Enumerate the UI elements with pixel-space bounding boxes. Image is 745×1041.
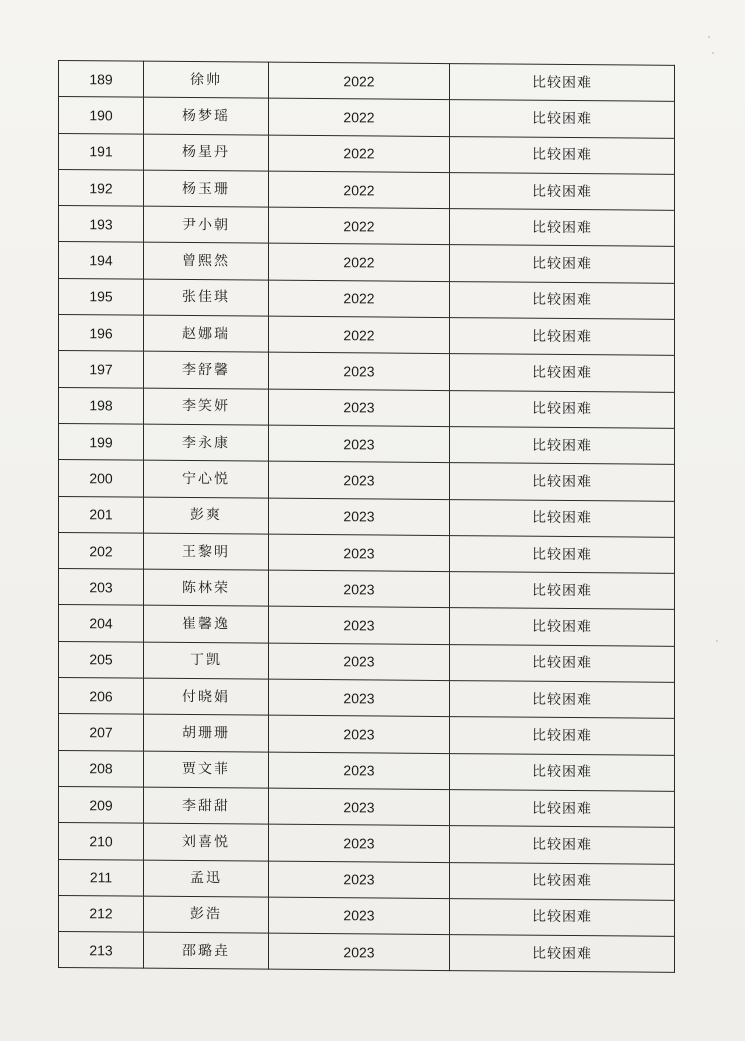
student-name-cell: 王黎明 — [144, 533, 269, 570]
difficulty-level-cell: 比较困难 — [450, 608, 675, 646]
table-row — [59, 605, 675, 646]
student-name-cell: 杨梦瑶 — [144, 97, 269, 134]
row-number-cell: 189 — [59, 61, 144, 98]
grade-year-cell: 2023 — [269, 715, 450, 753]
grade-year-cell: 2023 — [269, 353, 450, 391]
table-row — [59, 278, 675, 319]
difficulty-level-cell: 比较困难 — [450, 172, 675, 210]
difficulty-level-cell: 比较困难 — [450, 644, 675, 682]
row-number-cell: 190 — [59, 97, 144, 134]
grade-year-cell: 2023 — [269, 570, 450, 608]
row-number-cell: 191 — [59, 133, 144, 170]
difficulty-level-cell: 比较困难 — [450, 390, 675, 428]
grade-year-cell: 2022 — [269, 280, 450, 318]
difficulty-level-cell: 比较困难 — [450, 136, 675, 174]
row-number-cell: 209 — [59, 786, 144, 823]
scan-speck — [716, 640, 718, 642]
table-row — [59, 859, 675, 900]
student-name-cell: 徐帅 — [144, 61, 269, 98]
table-row — [59, 460, 675, 501]
student-name-cell: 李笑妍 — [144, 388, 269, 425]
grade-year-cell: 2022 — [269, 244, 450, 282]
row-number-cell: 211 — [59, 859, 144, 896]
scan-speck — [712, 52, 714, 54]
grade-year-cell: 2023 — [269, 788, 450, 826]
student-name-cell: 杨玉珊 — [144, 170, 269, 207]
row-number-cell: 210 — [59, 823, 144, 860]
row-number-cell: 204 — [59, 605, 144, 642]
difficulty-level-cell: 比较困难 — [450, 790, 675, 828]
row-number-cell: 205 — [59, 641, 144, 678]
row-number-cell: 206 — [59, 678, 144, 715]
table-row — [59, 133, 675, 174]
student-name-cell: 刘喜悦 — [144, 823, 269, 860]
grade-year-cell: 2023 — [269, 861, 450, 899]
student-name-cell: 李舒馨 — [144, 352, 269, 389]
scan-speck — [708, 36, 710, 38]
difficulty-level-cell: 比较困难 — [450, 100, 675, 138]
student-name-cell: 彭爽 — [144, 497, 269, 534]
grade-year-cell: 2023 — [269, 534, 450, 572]
student-name-cell: 曾熙然 — [144, 243, 269, 280]
table-row — [59, 387, 675, 428]
grade-year-cell: 2023 — [269, 643, 450, 681]
student-name-cell: 李甜甜 — [144, 787, 269, 824]
grade-year-cell: 2023 — [269, 933, 450, 971]
student-name-cell: 彭浩 — [144, 896, 269, 933]
difficulty-level-cell: 比较困难 — [450, 717, 675, 755]
table-row — [59, 496, 675, 537]
difficulty-level-cell: 比较困难 — [450, 499, 675, 537]
row-number-cell: 200 — [59, 460, 144, 497]
grade-year-cell: 2023 — [269, 425, 450, 463]
student-name-cell: 胡珊珊 — [144, 715, 269, 752]
student-name-cell: 邵璐垚 — [144, 932, 269, 969]
row-number-cell: 195 — [59, 278, 144, 315]
difficulty-level-cell: 比较困难 — [450, 354, 675, 392]
row-number-cell: 194 — [59, 242, 144, 279]
table-row — [59, 532, 675, 573]
student-table-wrapper — [58, 60, 670, 973]
table-row — [59, 242, 675, 283]
row-number-cell: 201 — [59, 496, 144, 533]
student-name-cell: 张佳琪 — [144, 279, 269, 316]
student-name-cell: 尹小朝 — [144, 206, 269, 243]
student-name-cell: 付晓娟 — [144, 678, 269, 715]
difficulty-level-cell: 比较困难 — [450, 64, 675, 102]
table-body — [59, 61, 675, 973]
difficulty-level-cell: 比较困难 — [450, 427, 675, 465]
difficulty-level-cell: 比较困难 — [450, 318, 675, 356]
table-row — [59, 714, 675, 755]
difficulty-level-cell: 比较困难 — [450, 572, 675, 610]
grade-year-cell: 2022 — [269, 98, 450, 136]
table-row — [59, 315, 675, 356]
table-row — [59, 169, 675, 210]
grade-year-cell: 2022 — [269, 62, 450, 100]
table-row — [59, 97, 675, 138]
student-name-cell: 孟迅 — [144, 860, 269, 897]
grade-year-cell: 2023 — [269, 389, 450, 427]
row-number-cell: 198 — [59, 387, 144, 424]
grade-year-cell: 2023 — [269, 607, 450, 645]
student-name-cell: 宁心悦 — [144, 460, 269, 497]
difficulty-level-cell: 比较困难 — [450, 753, 675, 791]
table-row — [59, 641, 675, 682]
difficulty-level-cell: 比较困难 — [450, 826, 675, 864]
table-row — [59, 61, 675, 102]
difficulty-level-cell: 比较困难 — [450, 209, 675, 247]
difficulty-level-cell: 比较困难 — [450, 463, 675, 501]
row-number-cell: 192 — [59, 169, 144, 206]
grade-year-cell: 2023 — [269, 679, 450, 717]
row-number-cell: 203 — [59, 569, 144, 606]
grade-year-cell: 2023 — [269, 897, 450, 935]
table-row — [59, 569, 675, 610]
table-row — [59, 678, 675, 719]
row-number-cell: 213 — [59, 932, 144, 969]
student-name-cell: 丁凯 — [144, 642, 269, 679]
difficulty-level-cell: 比较困难 — [450, 898, 675, 936]
row-number-cell: 193 — [59, 206, 144, 243]
student-name-cell: 陈林荣 — [144, 569, 269, 606]
grade-year-cell: 2023 — [269, 752, 450, 790]
table-row — [59, 786, 675, 827]
row-number-cell: 202 — [59, 532, 144, 569]
table-row — [59, 823, 675, 864]
student-name-cell: 赵娜瑞 — [144, 315, 269, 352]
table-row — [59, 206, 675, 247]
row-number-cell: 197 — [59, 351, 144, 388]
table-row — [59, 351, 675, 392]
difficulty-level-cell: 比较困难 — [450, 681, 675, 719]
table-row — [59, 895, 675, 936]
table-row — [59, 750, 675, 791]
difficulty-level-cell: 比较困难 — [450, 535, 675, 573]
row-number-cell: 199 — [59, 423, 144, 460]
table-row — [59, 932, 675, 973]
grade-year-cell: 2023 — [269, 498, 450, 536]
grade-year-cell: 2022 — [269, 171, 450, 209]
difficulty-level-cell: 比较困难 — [450, 935, 675, 973]
student-name-cell: 杨星丹 — [144, 134, 269, 171]
grade-year-cell: 2023 — [269, 824, 450, 862]
grade-year-cell: 2023 — [269, 461, 450, 499]
table-row — [59, 423, 675, 464]
row-number-cell: 212 — [59, 895, 144, 932]
grade-year-cell: 2022 — [269, 207, 450, 245]
grade-year-cell: 2022 — [269, 316, 450, 354]
student-name-cell: 贾文菲 — [144, 751, 269, 788]
student-name-cell: 李永康 — [144, 424, 269, 461]
grade-year-cell: 2022 — [269, 135, 450, 173]
student-table — [58, 60, 675, 973]
difficulty-level-cell: 比较困难 — [450, 281, 675, 319]
student-name-cell: 崔馨逸 — [144, 606, 269, 643]
difficulty-level-cell: 比较困难 — [450, 245, 675, 283]
row-number-cell: 207 — [59, 714, 144, 751]
row-number-cell: 208 — [59, 750, 144, 787]
row-number-cell: 196 — [59, 315, 144, 352]
difficulty-level-cell: 比较困难 — [450, 862, 675, 900]
